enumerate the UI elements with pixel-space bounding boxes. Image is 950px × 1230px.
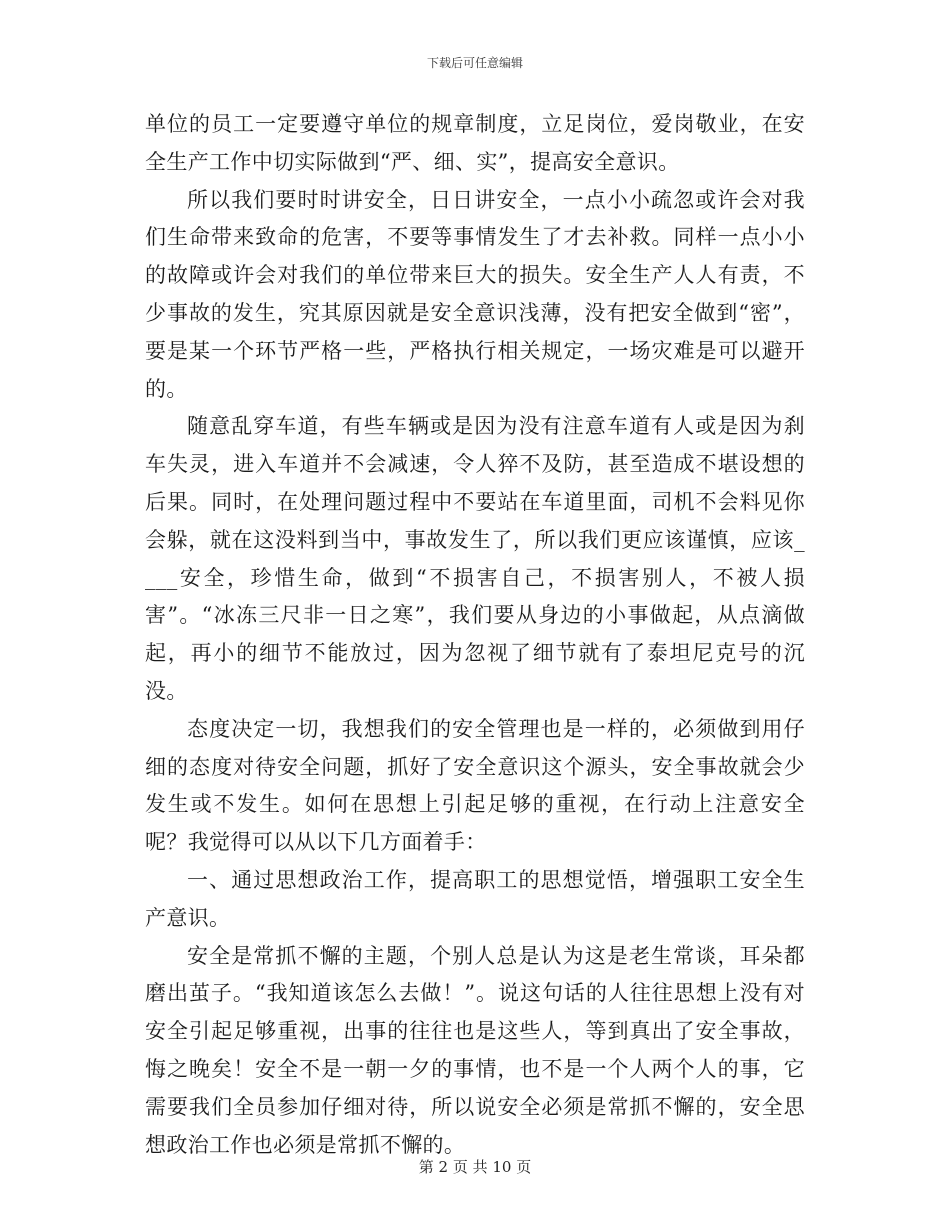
document-body	[145, 106, 805, 1164]
paragraph-4: 态度决定一切，我想我们的安全管理也是一样的，必须做到用仔细的态度对待安全问题，抓好了安全意识这个源头，安全事故就会少发生或不发生。如何在思想上引起足够的重视，在行动上注意安全呢？我觉得可以从以下几方面着手：	[145, 716, 805, 855]
paragraph-2: 所以我们要时时讲安全，日日讲安全，一点小小疏忽或许会对我们生命带来致命的危害，不要等事情发生了才去补救。同样一点小小的故障或许会对我们的单位带来巨大的损失。安全生产人人有责，不少事故的发生，究其原因就是安全意识浅薄，没有把安全做到“密”，要是某一个环节严格一些，严格执行相关规定，一场灾难是可以避开的。	[145, 187, 805, 401]
page-number: 第 2 页 共 10 页	[418, 1158, 532, 1176]
paragraph-5-heading: 一、通过思想政治工作，提高职工的思想觉悟，增强职工安全生产意识。	[145, 867, 805, 930]
paragraph-3: 随意乱穿车道，有些车辆或是因为没有注意车道有人或是因为刹车失灵，进入车道并不会减速，令人猝不及防，甚至造成不堪设想的后果。同时，在处理问题过程中不要站在车道里面，司机不会料见你会躲，就在这没料到当中，事故发生了，所以我们更应该谨慎，应该____安全，珍惜生命，做到“不损害自己，不损害别人，不被人损害”。“冰冻三尺非一日之寒”，我们要从身边的小事做起，从点滴做起，再小的细节不能放过，因为忽视了细节就有了泰坦尼克号的沉没。	[145, 414, 805, 703]
paragraph-1: 单位的员工一定要遵守单位的规章制度，立足岗位，爱岗敬业，在安全生产工作中切实际做到“严、细、实”，提高安全意识。	[145, 112, 805, 174]
paragraph-6: 安全是常抓不懈的主题，个别人总是认为这是老生常谈，耳朵都磨出茧子。“我知道该怎么去做！”。说这句话的人往往思想上没有对安全引起足够重视，出事的往往也是这些人，等到真出了安全事故，悔之晚矣！安全不是一朝一夕的事情，也不是一个人两个人的事，它需要我们全员参加仔细对待，所以说安全必须是常抓不懈的，安全思想政治工作也必须是常抓不懈的。	[145, 943, 805, 1157]
page-header: 下载后可任意编辑	[426, 56, 523, 70]
